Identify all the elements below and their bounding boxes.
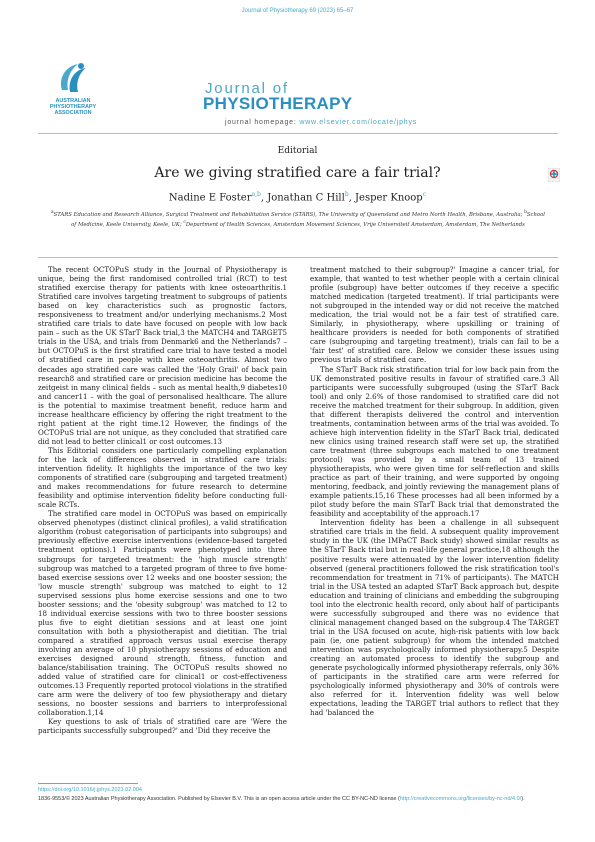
citation-line: Journal of Physiotherapy 69 (2023) 65–67 — [241, 8, 354, 14]
license-close: ). — [521, 796, 525, 802]
footnote-divider — [38, 783, 138, 784]
author-affiliation-mark: a,b — [251, 191, 261, 198]
journal-name: PHYSIOTHERAPY — [203, 94, 353, 113]
check-for-updates-icon[interactable] — [548, 168, 560, 182]
affiliation-text: STARS Education and Research Alliance, Surgical Treatment and Rehabilitation Service (STARS), The University of Queensland and Metro North Health, Brisbane, Australia; — [53, 211, 525, 218]
body-paragraph: This Editorial considers one particularly compelling explanation for the lack of differences observed in stratified care trials: intervention fidelity. It highlights the importance of the two key components of stratified care (subgrouping and targeted treatment) and makes recommendations for future research to determine feasibility and optimise intervention fidelity before conducting full-scale RCTs. — [38, 445, 287, 510]
logo-figure-icon — [56, 60, 90, 96]
body-paragraph: The stratified care model in OCTOPuS was based on empirically observed phenotypes (distinct clinical profiles), a valid stratification algorithm (robust categorisation of participants into subgroups) and previously effective exercise interventions (evidence-based targeted treatment options).1 Participants were phenotyped into three subgroups for targeted treatment: the 'high muscle strength' subgroup was matched to a targeted program of three to five home-based exercise sessions over 12 weeks and one booster session; the 'low muscle strength' subgroup was matched to eight to 12 supervised sessions plus home exercise sessions and one to two booster sessions; and the 'obesity subgroup' was matched to 12 to 18 individual exercise sessions with two to three booster sessions plus five to eight dietitian sessions and at least one joint consultation with both a physiotherapist and dietitian. The trial compared a stratified approach versus usual exercise therapy involving an average of 10 physiotherapy sessions of education and exercises designed around strength, fitness, function and balance/stabilisation training. The OCTOPuS results showed no added value of stratified care for clinical1 or cost-effectiveness outcomes.13 Frequently reported protocol violations in the stratified care arm were the delivery of too few physiotherapy and dietary sessions, no booster sessions and barriers to interprofessional collaboration.1,14 — [38, 509, 287, 718]
doi-link[interactable]: https://doi.org/10.1016/j.jphys.2023.02.004 — [38, 787, 142, 793]
affiliation-mark: b — [524, 210, 527, 215]
journal-of-label: Journal of — [205, 80, 289, 97]
journal-homepage — [225, 119, 417, 126]
homepage-label: journal homepage: — [225, 119, 300, 126]
author-name[interactable]: Nadine E Foster — [168, 192, 252, 204]
author-list — [0, 191, 595, 203]
affiliation-text: School of Medicine, Keele University, Keele, UK; — [71, 211, 546, 228]
author-affiliation-mark: b — [344, 191, 349, 198]
body-paragraph: The STarT Back risk stratification trial for low back pain from the UK demonstrated positive results in favour of stratified care.3 All participants were successfully subgrouped (using the STarT Back tool) and only 2.6% of those randomised to stratified care did not receive the matched treatment for their subgroup. In addition, given that different therapists delivered the control and intervention treatments, contamination between arms of the trial was avoided. To achieve high intervention fidelity in the STarT Back trial, dedicated new clinics using trained research staff were set up, the stratified care treatment (three subgroups each matched to one treatment protocol) was provided by a small team of 13 trained physiotherapists, who were given time for self-reflection and skills practice as part of their training, and were supported by ongoing mentoring, feedback, and jointly reviewing the management plans of example patients.15,16 These processes had all been informed by a pilot study before the main STarT Back trial that demonstrated the feasibility and acceptability of the approach.17 — [310, 364, 559, 519]
logo-line-2: PHYSIOTHERAPY — [49, 104, 97, 110]
affiliations — [48, 209, 548, 229]
author-separator: , — [260, 192, 268, 204]
article-title: Are we giving stratified care a fair trial? — [154, 165, 441, 181]
affiliation-divider — [38, 257, 558, 258]
author-name[interactable]: Jesper Knoop — [355, 192, 423, 204]
license-text: 1836-9553/© 2023 Australian Physiotherapy Association. Published by Elsevier B.V. This is an open access article under the CC BY-NC-ND license ( — [38, 796, 400, 802]
affiliation-mark: c — [183, 220, 186, 226]
body-paragraph: treatment matched to their subgroup?' Imagine a cancer trial, for example, that wanted to test whether people with a certain clinical profile (subgroup) have better outcomes if they receive a specific matched medication (targeted treatment). If trial participants were not subgrouped in the intended way or did not receive the matched medication, the trial would not be a fair test of stratified care. Similarly, in physiotherapy, where upskilling or training of healthcare providers is needed for both components of stratified care (subgrouping and targeting treatment), trials can fail to be a 'fair test' of stratified care. Below we consider these issues using previous trials of stratified care. — [310, 265, 559, 365]
body-paragraph: Intervention fidelity has been a challenge in all subsequent stratified care trials in the field. A subsequent quality improvement study in the UK (the IMPaCT Back study) showed similar results as the STarT Back trial but in real-life general practice,18 although the positive results were attenuated by the lower intervention fidelity observed (general practitioners followed the risk stratification tool's recommendation for treatment in 71% of participants). The MATCH trial in the USA tested an adapted STarT Back approach but, despite education and training of clinicians and embedding the subgrouping tool into the electronic health record, only about half of participants were successfully subgrouped and there was no evidence that clinical management changed based on the subgroup.4 The TARGET trial in the USA focused on acute, high-risk patients with low back pain (ie, one patient subgroup) for whom the intended matched intervention was psychologically informed physiotherapy.5 Despite creating an automated process to identify the subgroup and generate psychologically informed physiotherapy referrals, only 36% of participants in the stratified care arm were referred for psychologically informed physiotherapy and 30% of controls were also referred for it. Intervention fidelity was well below expectations, leading the TARGET trial authors to reflect that they had 'balanced the — [310, 518, 559, 718]
logo-line-1: AUSTRALIAN — [55, 98, 91, 104]
affiliation-mark: a — [50, 210, 54, 215]
license-link[interactable]: http://creativecommons.org/licenses/by-nc-nd/4.0/ — [399, 796, 522, 802]
body-paragraph: The recent OCTOPuS study in the Journal of Physiotherapy is unique, being the first randomised controlled trial (RCT) to test stratified exercise therapy for patients with knee osteoarthritis.1 Stratified care involves targeting treatment to subgroups of patients based on key characteristics such as prognostic factors, responsiveness to treatment and/or underlying mechanisms.2 Most stratified care trials to date have focused on people with low back pain – such as the UK STarT Back trial,3 the MATCH4 and TARGET5 trials in the USA, and trials from Denmark6 and the Netherlands7 – but OCTOPuS is the first stratified care trial to have tested a model of stratified care in people with knee osteoarthritis. Almost two decades ago stratified care was called the 'Holy Grail' of back pain research8 and stratified care or precision medicine has become the zeitgeist in many clinical fields – such as mental health,9 diabetes10 and cancer11 – with the goal of personalised healthcare. The allure is the potential to maximise treatment benefit, reduce harm and increase healthcare efficiency by offering the right treatment to the right patient at the right time.12 However, the findings of the OCTOPuS trial are not unique, as they concluded that stratified care did not lead to better clinical1 or cost outcomes.13 — [38, 265, 287, 446]
apa-logo — [38, 60, 108, 132]
header-divider — [38, 133, 558, 134]
logo-line-3: ASSOCIATION — [54, 110, 92, 116]
body-column-left — [38, 265, 287, 735]
homepage-link[interactable]: www.elsevier.com/locate/jphys — [299, 119, 418, 126]
author-name[interactable]: Jonathan C Hill — [267, 192, 345, 204]
license-statement — [38, 796, 558, 804]
section-label: Editorial — [277, 146, 318, 156]
author-separator: , — [348, 192, 356, 204]
affiliation-text: Department of Health Sciences, Amsterdam Movement Sciences, Vrije Universiteit Amsterdam, Amsterdam, The Netherlands — [185, 221, 525, 228]
author-affiliation-mark: c — [422, 191, 427, 198]
body-column-right — [310, 265, 559, 717]
body-paragraph: Key questions to ask of trials of stratified care are 'Were the participants successfully subgrouped?' and 'Did they receive the — [38, 717, 287, 736]
